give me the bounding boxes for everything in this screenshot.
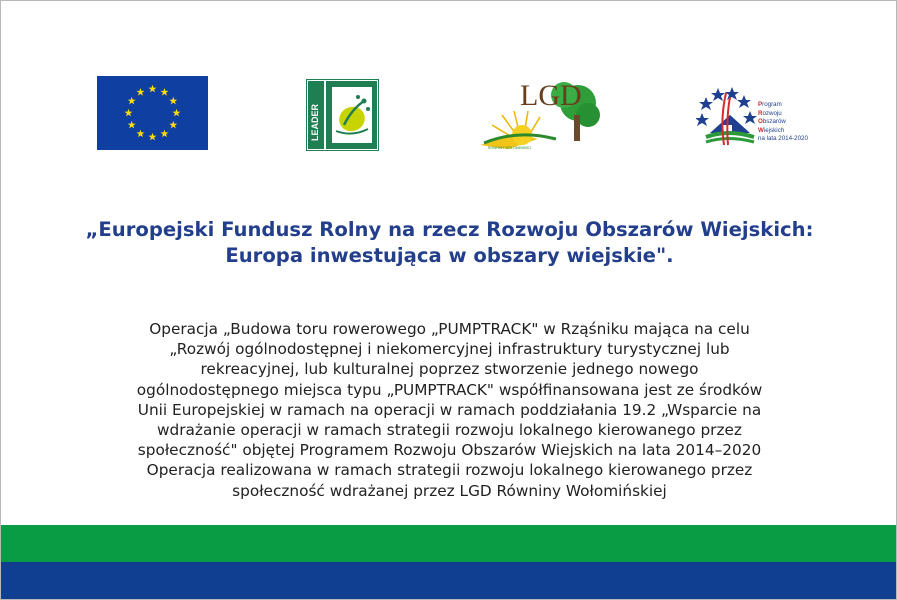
eu-flag-logo xyxy=(97,76,208,150)
leader-logo xyxy=(306,79,379,151)
body-line: „Rozwój ogólnodostępnej i niekomercyjnej infrastruktury turystycznej lub xyxy=(169,340,730,359)
logo-bar xyxy=(1,1,897,161)
body-line: społeczność wdrażanej przez LGD Równiny Wołomińskiej xyxy=(232,481,667,500)
body-line: społeczność" objętej Programem Rozwoju Obszarów Wiejskich na lata 2014–2020 xyxy=(137,441,762,460)
body-line: wdrażanie operacji w ramach strategii rozwoju lokalnego kierowanego przez xyxy=(157,421,742,440)
leader-logo-text: LEADER xyxy=(310,103,320,141)
body-line: Operacja realizowana w ramach strategii rozwoju lokalnego kierowanego przez xyxy=(146,461,753,480)
body-line: ogólnodostępnego miejsca typu „PUMPTRACK" współfinansowana jest ze środków xyxy=(136,380,763,399)
prow-logo xyxy=(696,79,816,149)
heading-line-1: „Europejski Fundusz Rolny na rzecz Rozwoju Obszarów Wiejskich: xyxy=(85,218,814,241)
lgd-logo xyxy=(478,75,603,151)
body-line: Operacja „Budowa toru rowerowego „PUMPTRACK" w Rząśniku mająca na celu xyxy=(149,320,750,338)
green-stripe xyxy=(1,525,897,562)
lgd-logo-text: LGD xyxy=(520,79,582,112)
prow-logo-text: Program Rozwoju Obszarów Wiejskich na lata 2014-2020 xyxy=(758,101,808,143)
blue-stripe xyxy=(1,562,897,600)
operation-description xyxy=(41,319,858,501)
body-line: rekreacyjnej, lub kulturalnej poprzez stworzenie jednego nowego xyxy=(200,360,699,379)
prow-emblem-icon xyxy=(696,79,762,149)
prow-years: na lata 2014-2020 xyxy=(758,135,808,143)
heading-line-2: Europa inwestująca w obszary wiejskie". xyxy=(225,244,674,267)
body-line: Unii Europejskiej w ramach na operacji w ramach poddziałania 19.2 „Wsparcie na xyxy=(137,400,762,419)
lgd-logo-caption: RÓWNINY WOŁOMIŃSKIEJ xyxy=(488,146,532,150)
main-heading xyxy=(1,217,897,269)
